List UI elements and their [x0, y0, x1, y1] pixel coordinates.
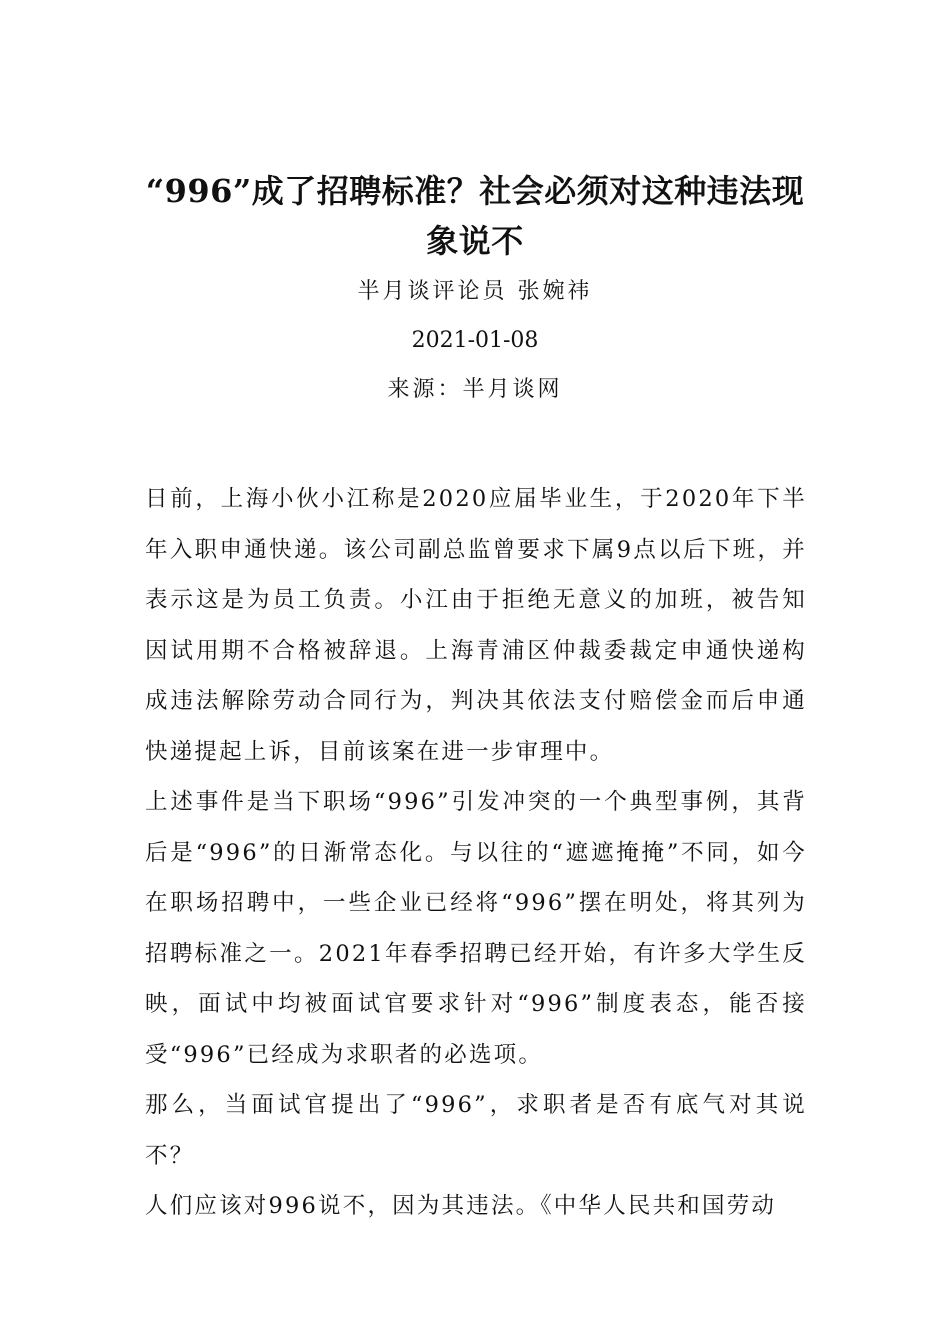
- paragraph: 那么，当面试官提出了“996”，求职者是否有底气对其说不？: [145, 1092, 807, 1169]
- article-title: “996”成了招聘标准？社会必须对这种违法现象说不: [145, 172, 805, 260]
- article-body: [145, 474, 807, 1232]
- paragraph: 上述事件是当下职场“996”引发冲突的一个典型事例，其背后是“996”的日渐常态化。与以往的“遮遮掩掩”不同，如今在职场招聘中，一些企业已经将“996”摆在明处，将其列为招聘标准之一。2021年春季招聘已经开始，有许多大学生反映，面试中均被面试官要求针对“996”制度表态，能否接受“996”已经成为求职者的必选项。: [145, 789, 807, 1068]
- article-date: 2021-01-08: [411, 328, 539, 353]
- article-source: 来源：半月谈网: [387, 377, 563, 402]
- paragraph: 人们应该对996说不，因为其违法。《中华人民共和国劳动: [145, 1193, 777, 1219]
- article-author: 半月谈评论员 张婉祎: [357, 279, 593, 304]
- paragraph: 日前，上海小伙小江称是2020应届毕业生，于2020年下半年入职申通快递。该公司副总监曾要求下属9点以后下班，并表示这是为员工负责。小江由于拒绝无意义的加班，被告知因试用期不合格被辞退。上海青浦区仲裁委裁定申通快递构成违法解除劳动合同行为，判决其依法支付赔偿金而后申通快递提起上诉，目前该案在进一步审理中。: [145, 486, 807, 765]
